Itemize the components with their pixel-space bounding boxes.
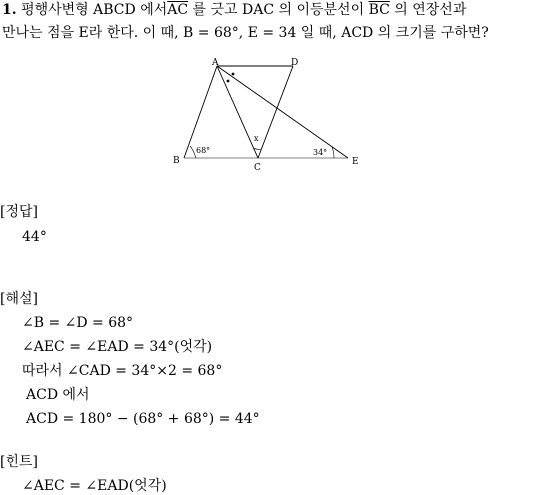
explanation-heading: [해설] <box>0 291 38 307</box>
explanation-line-4: ACD 에서 <box>26 387 90 403</box>
explanation-line-5: ACD = 180° − (68° + 68°) = 44° <box>26 411 260 427</box>
question-number: 1. <box>2 2 17 18</box>
question-text-part3: 의 연장선과 <box>394 2 467 18</box>
label-b: B <box>173 156 180 166</box>
hint-line: ∠AEC = ∠EAD(엇각) <box>22 478 167 494</box>
label-a: A <box>212 58 219 68</box>
segment-bc: $\overline{BC}$ <box>368 2 390 18</box>
label-angle-b: 68° <box>196 146 211 155</box>
label-c: C <box>254 163 261 173</box>
explanation-line-3: 따라서 ∠CAD = 34°×2 = 68° <box>22 363 223 379</box>
question-text-part1: 평행사변형 ABCD 에서 <box>21 2 168 18</box>
segment-ab <box>184 66 217 158</box>
segment-ac: $\overline{AC}$ <box>167 2 189 18</box>
segment-ae <box>217 66 348 158</box>
label-d: D <box>291 58 299 68</box>
segment-ac-line <box>217 66 258 158</box>
angle-e-arc <box>332 147 334 158</box>
label-angle-e: 34° <box>313 148 328 157</box>
answer-heading: [정답] <box>0 204 38 220</box>
parallelogram-diagram <box>160 54 380 174</box>
answer-value: 44° <box>22 229 47 245</box>
bisector-dot-1 <box>232 73 235 76</box>
question-line-1 <box>2 1 466 19</box>
question-text-part2: 를 긋고 DAC 의 이등분선이 <box>192 2 365 18</box>
label-angle-c: x <box>254 134 259 143</box>
label-e: E <box>352 157 359 167</box>
question-line-2: 만나는 점을 E라 한다. 이 때, B = 68°, E = 34 일 때, ACD 의 크기를 구하면? <box>2 25 489 41</box>
segment-dc <box>258 66 293 158</box>
explanation-line-2: ∠AEC = ∠EAD = 34°(엇각) <box>22 339 213 355</box>
explanation-line-1: ∠B = ∠D = 68° <box>22 315 134 331</box>
bisector-dot-2 <box>227 80 230 83</box>
hint-heading: [힌트] <box>0 454 38 470</box>
